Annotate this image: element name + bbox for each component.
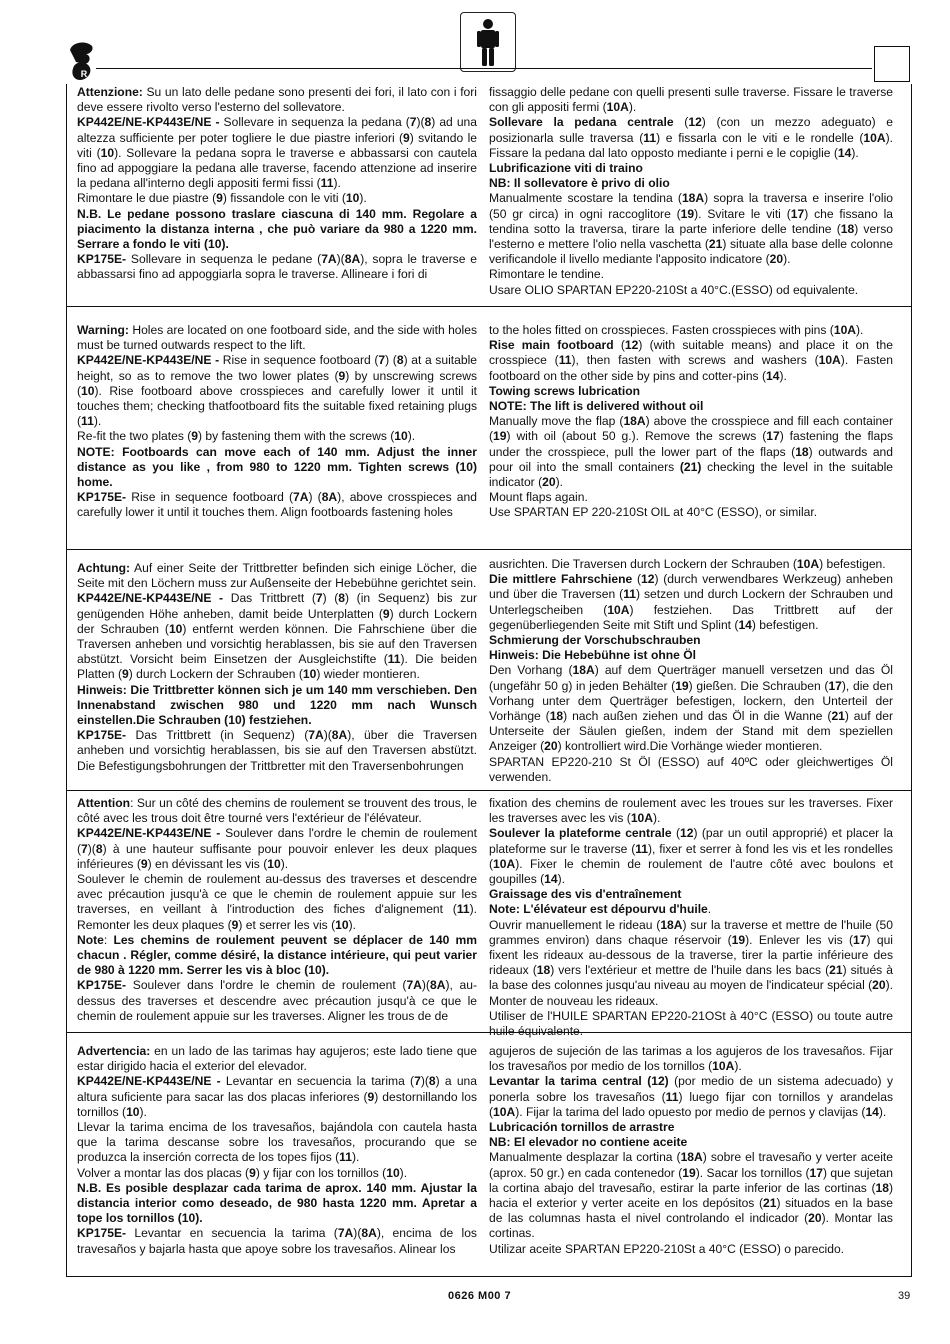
paragraph: KP442E/NE-KP443E/NE - Rise in sequence footboard (7) (8) at a suitable height, so as to remove the two lower plates (9) by unscrewing screws (10). Rise footboard above crosspieces and carefully lower it until it touches them; checking thatfootboard fits the suitable fixed retaining plugs (11).: [77, 353, 477, 429]
paragraph: fixation des chemins de roulement avec les troues sur les traverses. Fixer les traverses avec les vis (10A).: [489, 796, 893, 826]
paragraph: NB: El elevador no contiene aceite: [489, 1135, 688, 1150]
paragraph: Soulever le chemin de roulement au-dessus des traverses et descendre avec précaution jusqu'à ce que le chemin de roulement appuie sur les traverses, en veillant à l'introduction des fiches d'alignement (11). Remonter les deux plaques (9) et serrer les vis (10).: [77, 872, 477, 932]
paragraph: ausrichten. Die Traversen durch Lockern der Schrauben (10A) befestigen.: [489, 557, 886, 571]
paragraph: Note: L'élévateur est dépourvu d'huile.: [489, 902, 712, 917]
paragraph: N.B. Es posible desplazar cada tarima de aprox. 140 mm. Ajustar la distancia interior como deseado, de 980 hasta 1220 mm. Apretar a tope los tornillos (10).: [77, 1180, 477, 1226]
column-left: [77, 1044, 477, 1257]
column-right: [489, 796, 893, 1039]
paragraph: KP442E/NE-KP443E/NE - Levantar en secuencia la tarima (7)(8) a una altura suficiente para sacar las dos placas inferiores (9) destornillando los tornillos (10).: [77, 1074, 478, 1119]
paragraph: NB: Il sollevatore è privo di olio: [489, 176, 670, 191]
section-german: [67, 549, 911, 790]
paragraph: Llevar la tarima encima de los travesaños, bajándola con cautela hasta que la tarima descanse sobre los travesaños, procurando que se produzca la inserción correcta de los topes fijos (11).: [77, 1120, 477, 1165]
paragraph: KP442E/NE-KP443E/NE - Das Trittbrett (7) (8) (in Sequenz) bis zur genügenden Höhe anheben, damit beide Unterplatten (9) durch Lockern der Schrauben (10) entfernt werden können. Die Fahrschiene über die Traversen anheben und vorsichtig herablassen, bis sie auf den Traversen abstützt. Vorsicht beim Einsetzen der Ausgleichstifte (11). Die beiden Platten (9) durch Lockern der Schrauben (10) wieder montieren.: [77, 591, 478, 682]
paragraph: Warning: Holes are located on one footboard side, and the side with holes must be turned outwards respect to the lift.: [77, 323, 477, 353]
paragraph: Manually move the flap (18A) above the crosspiece and fill each container (19) with oil (about 50 g.). Remove the screws (17) fastening the flaps under the crosspiece, pull the lower part of the flaps (18) outwards and pour oil into the small containers (21) checking the level in the suitable indicator (20).: [489, 414, 894, 490]
column-left: [77, 323, 477, 521]
paragraph: KP175E- Sollevare in sequenza le pedane (7A)(8A), sopra le traverse e abbassarsi fino ad appoggiarla sopra le traverse. Allineare i fori di: [77, 252, 477, 282]
header-rule: [96, 68, 872, 69]
paragraph: Towing screws lubrication: [489, 383, 640, 398]
section-english: [67, 306, 911, 549]
paragraph: Use SPARTAN EP 220-210St OIL at 40°C (ESSO), or similar.: [489, 505, 818, 520]
section-italian: [67, 84, 911, 304]
paragraph: Soulever la plateforme centrale (12) (par un outil approprié) et placer la plateforme sur le traverse (11), fixer et serrer à fond les vis et les rondelles (10A). Fixer le chemin de roulement de l'autre côté avec boulons et goupilles (14).: [489, 826, 894, 887]
paragraph: Lubrificazione viti di traino: [489, 161, 643, 176]
paragraph: Note: Les chemins de roulement peuvent se déplacer de 140 mm chacun . Régler, comme désiré, la distance intérieure, qui peut varier de 980 à 1220 mm. Serrer les vis à bloc (10).: [77, 932, 477, 978]
paragraph: Attenzione: Su un lato delle pedane sono presenti dei fori, il lato con i fori deve essere rivolto verso l'esterno del sollevatore.: [77, 85, 477, 115]
paragraph: Manualmente desplazar la cortina (18A) sobre el travesaño y verter aceite (aprox. 50 gr.) en cada contenedor (19). Sacar los tornillos (17) que sujetan la cortina abajo del travesaño, estirar la parte inferior de las cortinas (18) hacia el exterior y verter aceite en los depósitos (21) situados en la base de las columnas hasta el nivel controlando el indicador (20). Montar las cortinas.: [489, 1150, 893, 1241]
paragraph: Utiliser de l'HUILE SPARTAN EP220-21OSt à 40°C (ESSO) ou toute autre huile équivalente.: [489, 1008, 893, 1039]
person-standing-icon: [460, 12, 516, 72]
paragraph: N.B. Le pedane possono traslare ciascuna di 140 mm. Regolare a piacimento la distanza interna , che può variare da 980 a 1220 mm. Serrare a fondo le viti (10).: [77, 206, 477, 252]
paragraph: agujeros de sujeción de las tarimas a los agujeros de los travesaños. Fijar los travesaños por medio de los tornillos (10A).: [489, 1044, 893, 1074]
column-left: [77, 796, 477, 1024]
paragraph: Graissage des vis d'entraînement: [489, 887, 682, 902]
section-spanish: [67, 1032, 911, 1275]
paragraph: Usare OLIO SPARTAN EP220-210St a 40°C.(ESSO) od equivalente.: [489, 282, 859, 297]
paragraph: Ouvrir manuellement le rideau (18A) sur la traverse et mettre de l'huile (50 grammes environ) dans chaque réservoir (19). Enlever les vis (17) qui fixent les rideaux au-dessous de la traverse, tirer la partie inférieure des rideaux (18) vers l'extérieur et mettre de l'huile dans les bacs (21) situés à la base des colonnes jusqu'au niveau au moyen de l'indicateur spécial (20). Monter de nouveau les rideaux.: [489, 917, 893, 1008]
paragraph: to the holes fitted on crosspieces. Fasten crosspieces with pins (10A).: [489, 323, 864, 337]
section-french: [67, 790, 911, 1039]
content-frame: [66, 84, 912, 1277]
paragraph: KP175E- Levantar en secuencia la tarima (7A)(8A), encima de los travesaños y bajarla hasta que apoye sobre los travesaños. Alinear los: [77, 1226, 477, 1256]
column-right: [489, 85, 893, 298]
paragraph: NOTE: The lift is delivered without oil: [489, 399, 704, 414]
paragraph: Lubricación tornillos de arrastre: [489, 1120, 675, 1135]
paragraph: Re-fit the two plates (9) by fastening them with the screws (10).: [77, 429, 416, 444]
column-left: [77, 561, 477, 774]
paragraph: KP442E/NE-KP443E/NE - Soulever dans l'ordre le chemin de roulement (7)(8) à une hauteur suffisante pour pouvoir enlever les deux plaques inférieures (9) en dévissant les vis (10).: [77, 826, 477, 871]
column-right: [489, 323, 893, 521]
column-left: [77, 85, 477, 283]
paragraph: KP442E/NE-KP443E/NE - Sollevare in sequenza la pedana (7)(8) ad una altezza sufficiente per poter togliere le due piastre inferiori (9) svitando le viti (10). Sollevare la pedana sopra le traverse e abbassarsi con cautela fino ad appoggiare la pedana alle traverse, facendo attenzione ad inserire la pedana all'interno degli appositi fermi fissi (11).: [77, 115, 477, 191]
paragraph: Die mittlere Fahrschiene (12) (durch verwendbares Werkzeug) anheben und über die Traversen (11) setzen und durch Lockern der Schrauben und Unterlegscheiben (10A) festziehen. Das Trittbrett auf der gegenüberliegenden Seite mit Stift und Splint (14) befestigen.: [489, 572, 893, 632]
paragraph: Hinweis: Die Hebebühne ist ohne Öl: [489, 648, 696, 663]
column-right: [489, 1044, 893, 1257]
page-marker-box: [874, 46, 910, 82]
brand-logo-icon: [66, 40, 102, 82]
paragraph: Mount flaps again.: [489, 490, 588, 505]
paragraph: Den Vorhang (18A) auf dem Querträger manuell versetzen und das Öl (ungefähr 50 g) in jeden Behälter (19) gießen. Die Schrauben (17), die den Vorhang unter dem Querträger befestigen, lockern, den Unterteil der Vorhänge (18) nach außen ziehen und das Öl in die Wanne (21) auf der Unterseite der Säulen gießen, indem der Stand mit dem speziellen Anzeiger (20) kontrolliert wird.Die Vorhänge wieder montieren.: [489, 663, 893, 754]
column-right: [489, 557, 893, 785]
paragraph: KP175E- Soulever dans l'ordre le chemin de roulement (7A)(8A), au-dessus des traverses et descendre avec précaution jusqu'à ce que le chemin de roulement appuie sur les traverses. Aligner les trous de de: [77, 978, 477, 1023]
paragraph: Volver a montar las dos placas (9) y fijar con los tornillos (10).: [77, 1165, 408, 1180]
page-number: 39: [898, 1290, 911, 1302]
paragraph: Levantar la tarima central (12) (por medio de un sistema adecuado) y ponerla sobre los travesaños (11) luego fijar con tornillos y arandelas (10A). Fijar la tarima del lado opuesto por medio de pernos y clavijas (14).: [489, 1074, 893, 1119]
paragraph: NOTE: Footboards can move each of 140 mm. Adjust the inner distance as you like , from 980 to 1220 mm. Tighten screws (10) home.: [77, 444, 477, 490]
paragraph: SPARTAN EP220-210 St Öl (ESSO) auf 40ºC oder gleichwertiges Öl verwenden.: [489, 754, 893, 784]
paragraph: Advertencia: en un lado de las tarimas hay agujeros; este lado tiene que estar dirigido hacia el exterior del elevador.: [77, 1044, 477, 1074]
paragraph: Hinweis: Die Trittbretter können sich je um 140 mm verschieben. Den Innenabstand zwischen 980 und 1220 mm nach Wunsch einstellen.Die Schrauben (10) festziehen.: [77, 682, 477, 728]
paragraph: Attention: Sur un côté des chemins de roulement se trouvent des trous, le côté avec les trous doit être tourné vers l'extérieur de l'élévateur.: [77, 796, 477, 826]
paragraph: Sollevare la pedana centrale (12) (con un mezzo adeguato) e posizionarla sulle traversa (11) e fissarla con le viti e le rondelle (10A). Fissare la pedana dal lato opposto mediante i perni e le copiglie (14).: [489, 115, 893, 160]
paragraph: fissaggio delle pedane con quelli presenti sulle traverse. Fissare le traverse con gli appositi fermi (10A).: [489, 85, 893, 115]
paragraph: Rise main footboard (12) (with suitable means) and place it on the crosspiece (11), then fasten with screws and washers (10A). Fasten footboard on the other side by pins and cotter-pins (14).: [489, 338, 893, 383]
svg-text:R: R: [80, 69, 88, 79]
paragraph: KP175E- Das Trittbrett (in Sequenz) (7A)(8A), über die Traversen anheben und vorsichtig herablassen, bis sie auf den Traversen abstützt. Die Befestigungsbohrungen der Trittbretter mit den Traversenbohrungen: [77, 728, 477, 773]
paragraph: KP175E- Rise in sequence footboard (7A) (8A), above crosspieces and carefully lower it until it touches them. Align footboards fastening holes: [77, 490, 477, 520]
document-code: 0626 M00 7: [448, 1290, 512, 1302]
paragraph: Rimontare le tendine.: [489, 267, 604, 282]
paragraph: Manualmente scostare la tendina (18A) sopra la traversa e inserire l'olio (50 gr circa) in ogni raccoglitore (19). Svitare le viti (17) che fissano la tendina sotto la traversa, tirare la parte inferiore delle tendine (18) verso l'esterno e mettere l'olio nella vaschetta (21) situate alla base delle colonne verificandole il livello mediante l'apposito indicatore (20).: [489, 191, 893, 267]
paragraph: Schmierung der Vorschubschrauben: [489, 633, 701, 648]
paragraph: Utilizar aceite SPARTAN EP220-210St a 40°C (ESSO) o parecido.: [489, 1241, 845, 1256]
paragraph: Rimontare le due piastre (9) fissandole con le viti (10).: [77, 191, 367, 206]
paragraph: Achtung: Auf einer Seite der Trittbretter befinden sich einige Löcher, die Seite mit den Löchern muss zur Außenseite der Hebebühne gerichtet sein.: [77, 561, 477, 591]
